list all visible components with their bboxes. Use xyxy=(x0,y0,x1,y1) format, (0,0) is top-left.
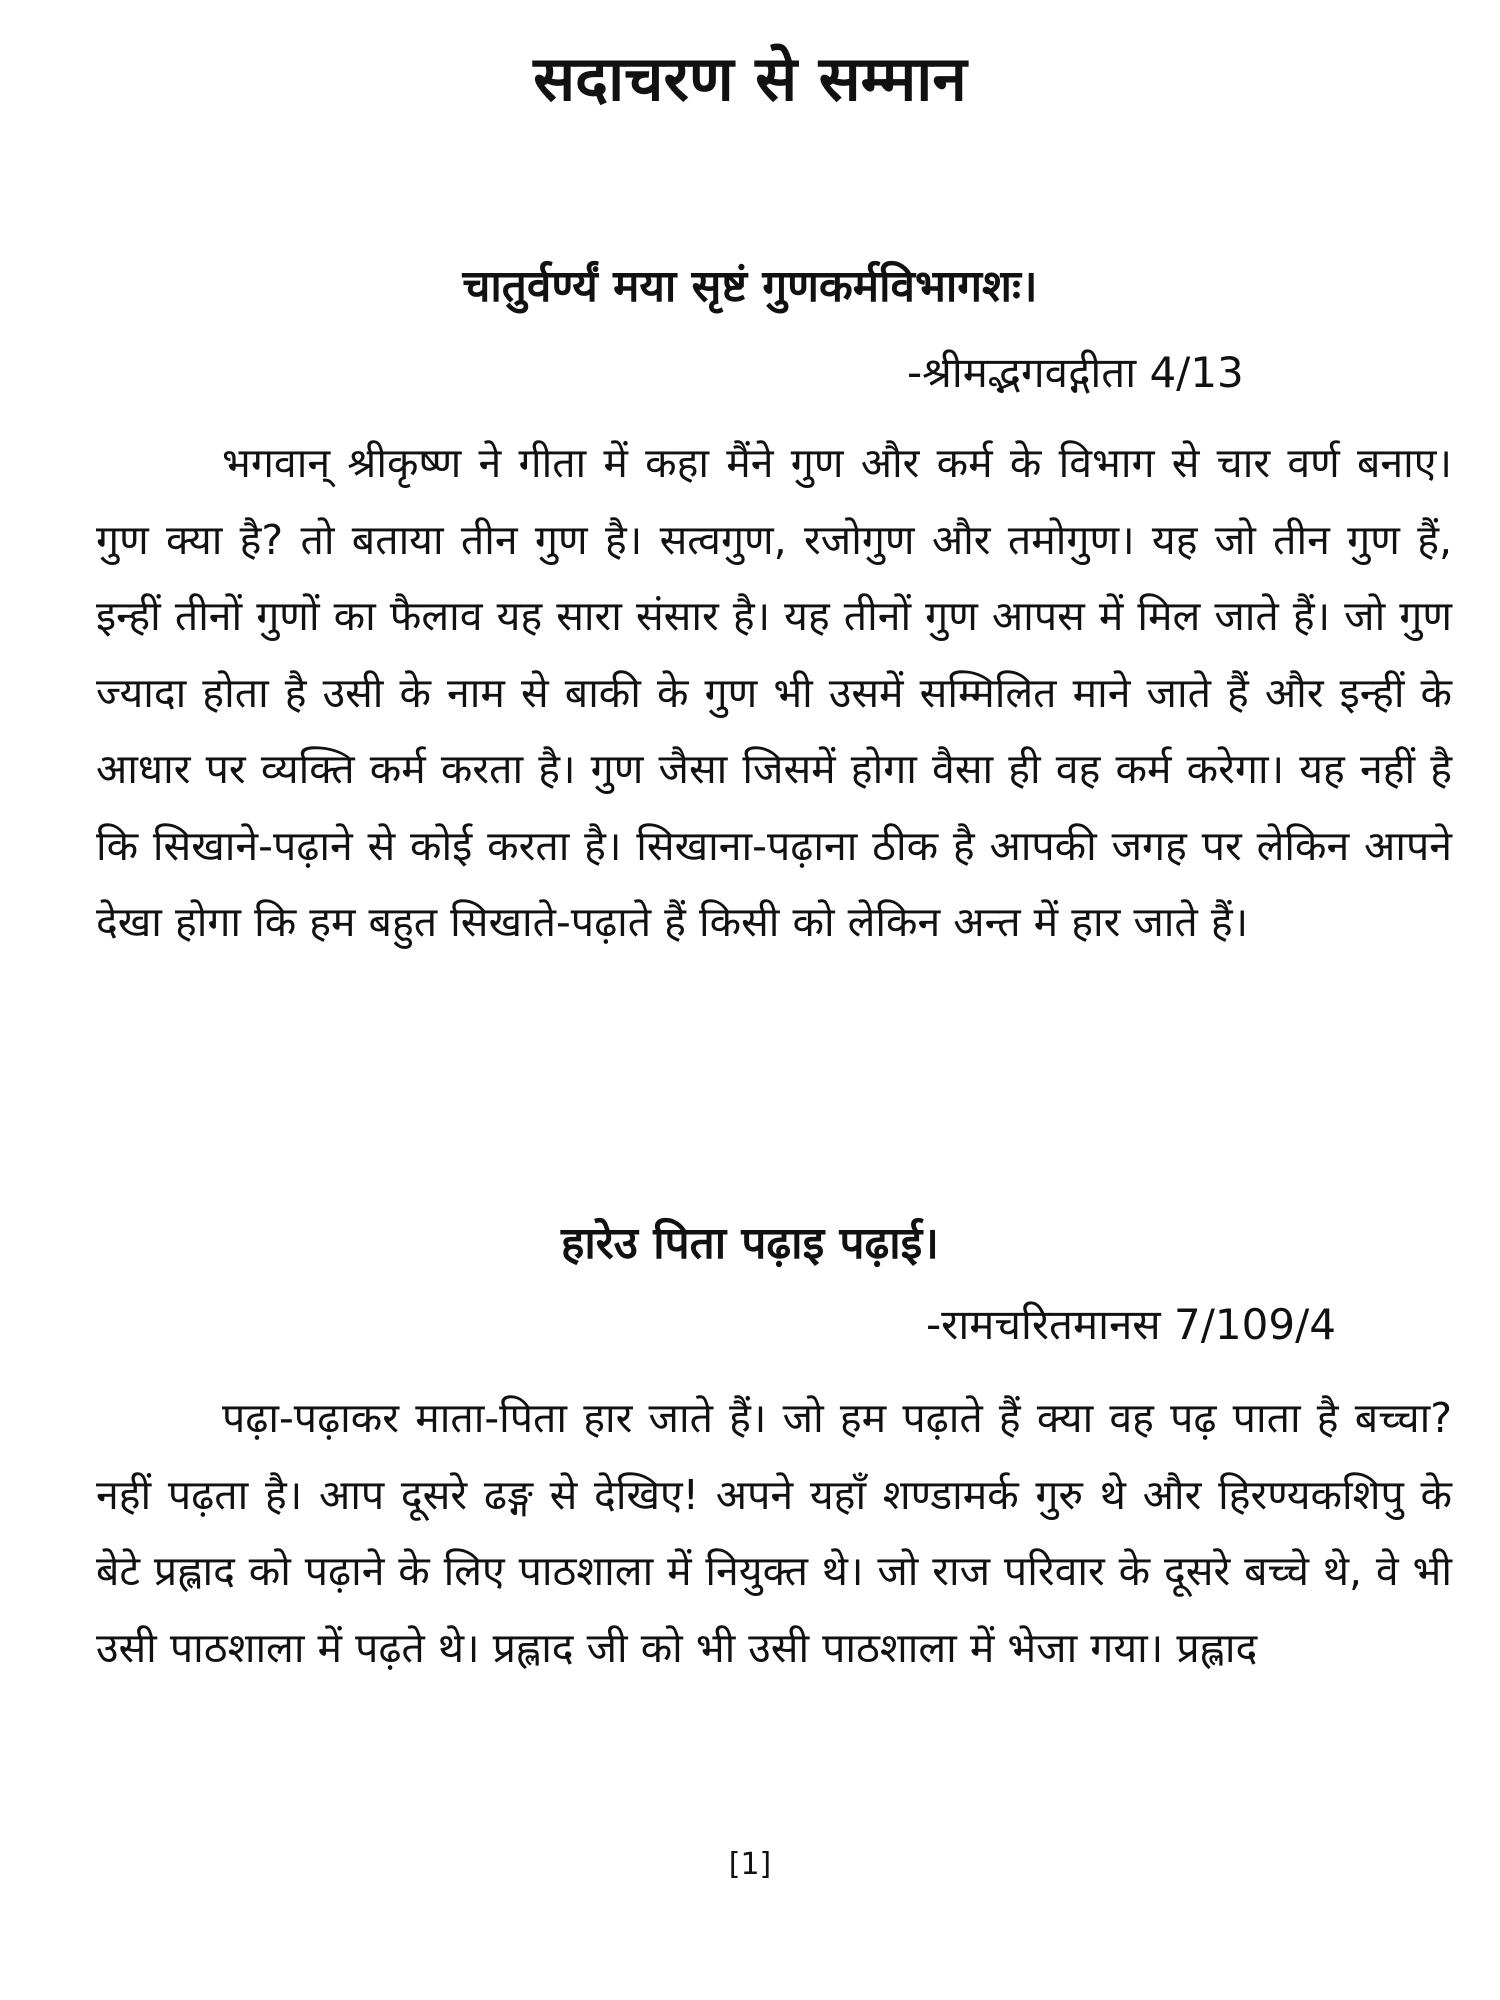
page-number: [1] xyxy=(728,1847,772,1882)
body-paragraph-2: पढ़ा-पढ़ाकर माता-पिता हार जाते हैं। जो हम पढ़ाते हैं क्या वह पढ़ पाता है बच्चा? नहीं पढ़ता है। आप दूसरे ढङ्ग से देखिए! अपने यहाँ शण्डामर्क गुरु थे और हिरण्यकशिपु के बेटे प्रह्लाद को पढ़ाने के लिए पाठशाला में नियुक्त थे। जो राज परिवार के दूसरे बच्चे थे, वे भी उसी पाठशाला में पढ़ते थे। प्रह्लाद जी को भी उसी पाठशाला में भेजा गया। प्रह्लाद xyxy=(96,1394,1452,1672)
verse-source-gita: -श्रीमद्भगवद्गीता 4/13 xyxy=(907,348,1244,397)
body-paragraph-1: भगवान् श्रीकृष्ण ने गीता में कहा मैंने गुण और कर्म के विभाग से चार वर्ण बनाए। गुण क्या है? तो बताया तीन गुण है। सत्वगुण, रजोगुण और तमोगुण। यह जो तीन गुण हैं, इन्हीं तीनों गुणों का फैलाव यह सारा संसार है। यह तीनों गुण आपस में मिल जाते हैं। जो गुण ज्यादा होता है उसी के नाम से बाकी के गुण भी उसमें सम्मिलित माने जाते हैं और इन्हीं के आधार पर व्यक्ति कर्म करता है। गुण जैसा जिसमें होगा वैसा ही वह कर्म करेगा। यह नहीं है कि सिखाने-पढ़ाने से कोई करता है। सिखाना-पढ़ाना ठीक है आपकी जगह पर लेकिन आपने देखा होगा कि हम बहुत सिखाते-पढ़ाते हैं किसी को लेकिन अन्त में हार जाते हैं। xyxy=(96,439,1452,946)
page-title: सदाचरण से सम्मान xyxy=(533,42,967,115)
verse-source-ramcharitmanas: -रामचरितमानस 7/109/4 xyxy=(926,1300,1336,1349)
verse-quote-gita: चातुर्वर्ण्यं मया सृष्टं गुणकर्मविभागशः। xyxy=(462,261,1038,312)
verse-quote-ramcharitmanas: हारेउ पिता पढ़ाइ पढ़ाई। xyxy=(561,1218,939,1269)
